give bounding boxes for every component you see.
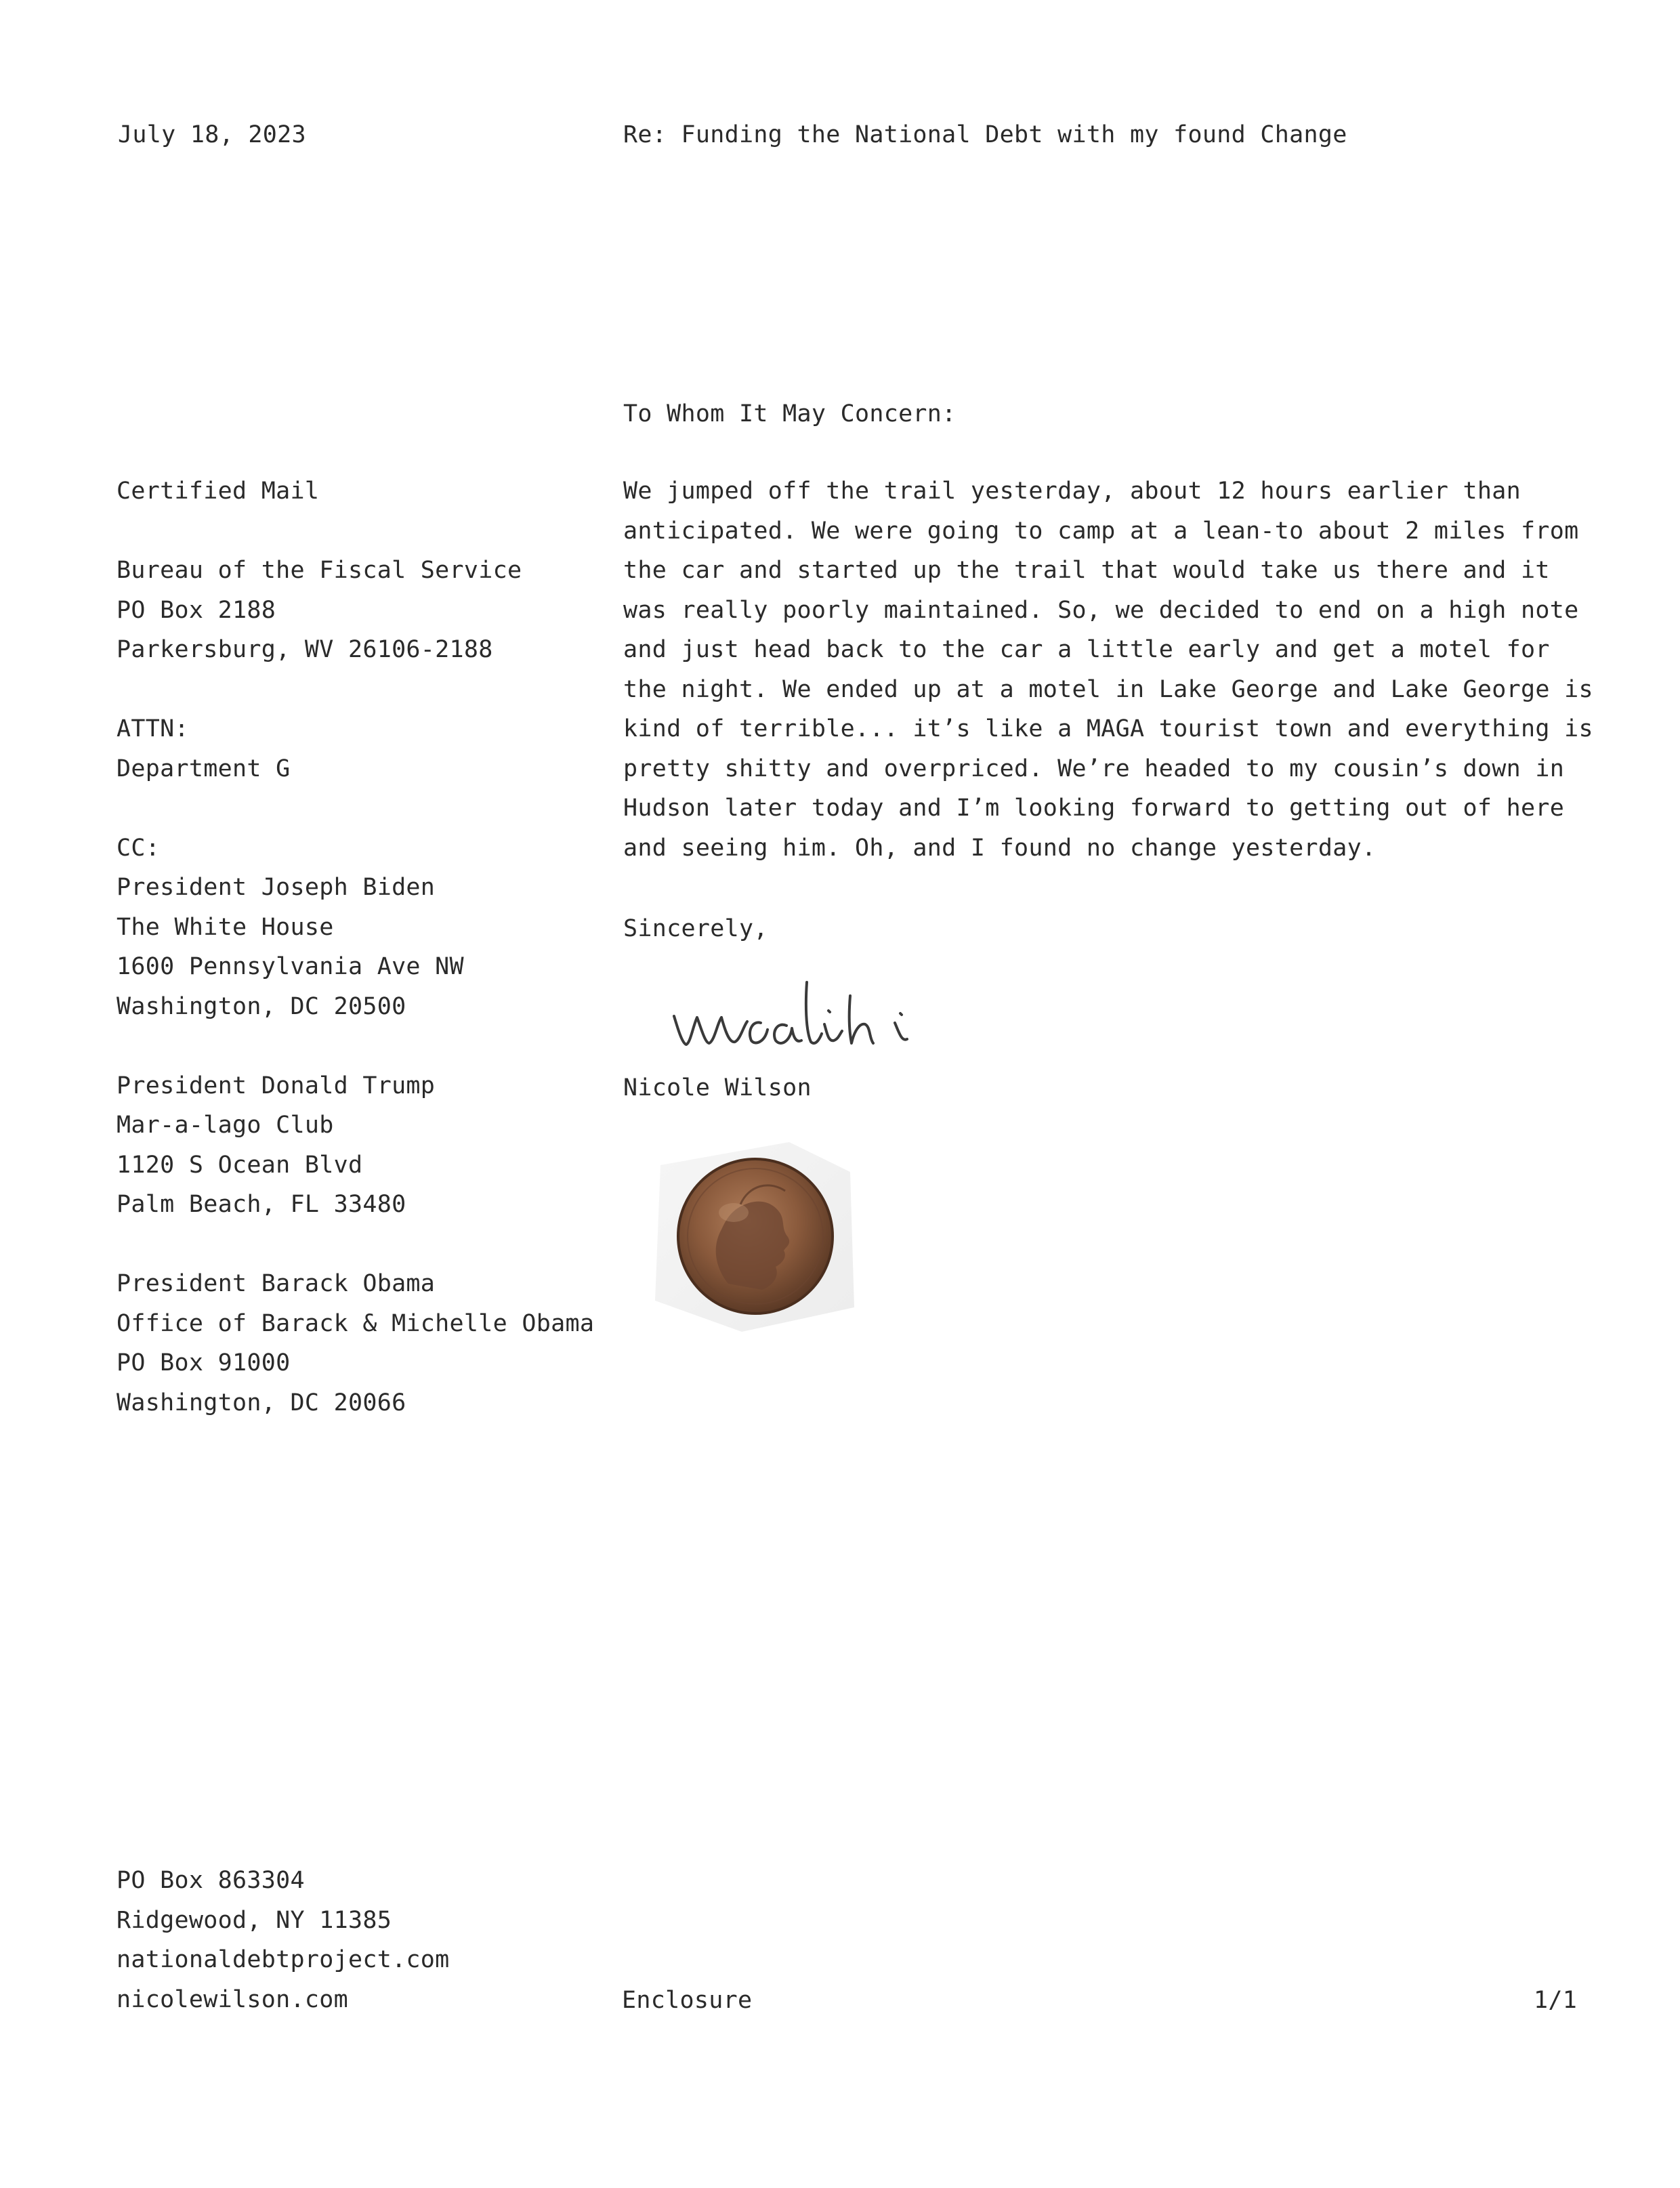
recipient-line: Parkersburg, WV 26106-2188 (117, 636, 493, 663)
letter-subject: Re: Funding the National Debt with my found Change (623, 121, 1347, 148)
body-line: the car and started up the trail that would take us there and it (623, 557, 1550, 584)
cc-line: Mar-a-lago Club (117, 1112, 334, 1139)
body-line: anticipated. We were going to camp at a lean-to about 2 miles from (623, 517, 1579, 545)
sender-website[interactable]: nicolewilson.com (117, 1985, 348, 2013)
recipient-column (117, 471, 604, 1423)
body-line: Hudson later today and I’m looking forward to getting out of here (623, 795, 1565, 822)
cc-line: Palm Beach, FL 33480 (117, 1191, 406, 1218)
penny-coin (647, 1138, 864, 1334)
mail-type: Certified Mail (117, 478, 320, 505)
page-number: 1/1 (1534, 1987, 1578, 2014)
body-line: was really poorly maintained. So, we decided to end on a high note (623, 596, 1579, 624)
cc-line: Washington, DC 20066 (117, 1389, 406, 1416)
sender-address (117, 1861, 450, 2019)
cc-line: 1120 S Ocean Blvd (117, 1151, 363, 1179)
enclosure-label: Enclosure (622, 1987, 753, 2014)
letter-date: July 18, 2023 (118, 121, 306, 148)
sender-website[interactable]: nationaldebtproject.com (117, 1946, 450, 1973)
body-line: and seeing him. Oh, and I found no change yesterday. (623, 834, 1377, 862)
letter-body (623, 471, 1593, 868)
cc-line: President Donald Trump (117, 1072, 436, 1099)
body-line: and just head back to the car a little early and get a motel for (623, 636, 1550, 663)
sender-po-box: PO Box 863304 (117, 1867, 305, 1894)
handwritten-signature (667, 975, 1033, 1064)
sender-city: Ridgewood, NY 11385 (117, 1906, 392, 1934)
recipient-line: PO Box 2188 (117, 596, 276, 624)
closing: Sincerely, (623, 915, 768, 942)
cc-line: Washington, DC 20500 (117, 992, 406, 1020)
cc-line: President Joseph Biden (117, 874, 436, 901)
body-line: kind of terrible... it’s like a MAGA tourist town and everything is (623, 715, 1593, 742)
body-line: pretty shitty and overpriced. We’re headed to my cousin’s down in (623, 755, 1565, 782)
cc-line: Office of Barack & Michelle Obama (117, 1309, 595, 1337)
cc-line: The White House (117, 913, 334, 941)
signer-name: Nicole Wilson (623, 1074, 812, 1101)
cc-label: CC: (117, 834, 161, 862)
body-line: the night. We ended up at a motel in Lake George and Lake George is (623, 675, 1593, 703)
cc-line: 1600 Pennsylvania Ave NW (117, 953, 464, 980)
cc-line: PO Box 91000 (117, 1349, 291, 1376)
attn-label: ATTN: (117, 715, 189, 742)
attn-value: Department G (117, 755, 291, 782)
salutation: To Whom It May Concern: (623, 400, 957, 427)
cc-line: President Barack Obama (117, 1270, 436, 1297)
recipient-line: Bureau of the Fiscal Service (117, 557, 522, 584)
body-line: We jumped off the trail yesterday, about 12 hours earlier than (623, 478, 1521, 505)
